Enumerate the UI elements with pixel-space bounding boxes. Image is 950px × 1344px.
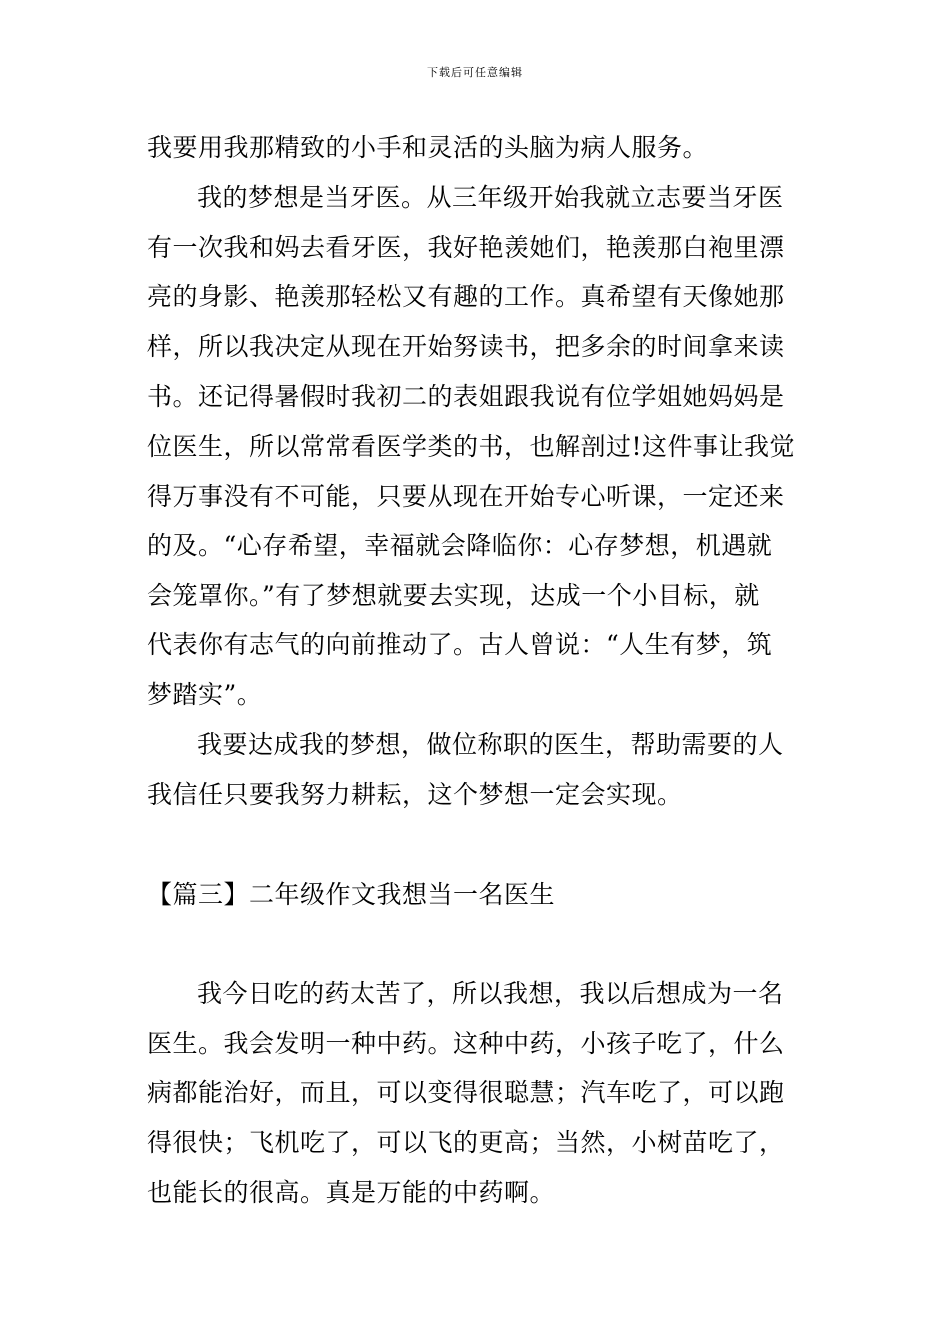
paragraph-line: 的及。“心存希望，幸福就会降临你：心存梦想，机遇就 bbox=[147, 531, 773, 560]
paragraph-line: 得万事没有不可能，只要从现在开始专心听课，一定还来 bbox=[147, 482, 785, 511]
paragraph-line: 我要用我那精致的小手和灵活的头脑为病人服务。 bbox=[147, 133, 709, 162]
paragraph-line: 有一次我和妈去看牙医，我好艳羡她们，艳羡那白袍里漂 bbox=[147, 233, 785, 262]
essay-line: 病都能治好，而且，可以变得很聪慧；汽车吃了，可以跑 bbox=[147, 1078, 785, 1107]
paragraph-line: 我信任只要我努力耕耘，这个梦想一定会实现。 bbox=[147, 780, 683, 809]
essay-line: 我今日吃的药太苦了，所以我想，我以后想成为一名 bbox=[197, 979, 784, 1008]
paragraph-line: 样，所以我决定从现在开始努读书，把多余的时间拿来读 bbox=[147, 332, 785, 361]
page-header: 下载后可任意编辑 bbox=[427, 66, 523, 79]
section-title: 【篇三】二年级作文我想当一名医生 bbox=[147, 880, 556, 909]
paragraph-line: 代表你有志气的向前推动了。古人曾说：“人生有梦，筑 bbox=[147, 630, 773, 659]
essay-line: 得很快；飞机吃了，可以飞的更高；当然，小树苗吃了， bbox=[147, 1128, 785, 1157]
paragraph-line: 亮的身影、艳羡那轻松又有趣的工作。真希望有天像她那 bbox=[147, 282, 785, 311]
paragraph-line: 会笼罩你。”有了梦想就要去实现，达成一个小目标，就 bbox=[147, 581, 760, 610]
essay-line: 也能长的很高。真是万能的中药啊。 bbox=[147, 1178, 556, 1207]
paragraph-line: 梦踏实”。 bbox=[147, 680, 263, 709]
essay-line: 医生。我会发明一种中药。这种中药，小孩子吃了，什么 bbox=[147, 1029, 785, 1058]
paragraph-line: 我要达成我的梦想，做位称职的医生，帮助需要的人 bbox=[197, 730, 784, 759]
paragraph-line: 位医生，所以常常看医学类的书，也解剖过!这件事让我觉 bbox=[147, 432, 796, 461]
paragraph-line: 书。还记得暑假时我初二的表姐跟我说有位学姐她妈妈是 bbox=[147, 382, 785, 411]
paragraph-line: 我的梦想是当牙医。从三年级开始我就立志要当牙医 bbox=[197, 183, 784, 212]
